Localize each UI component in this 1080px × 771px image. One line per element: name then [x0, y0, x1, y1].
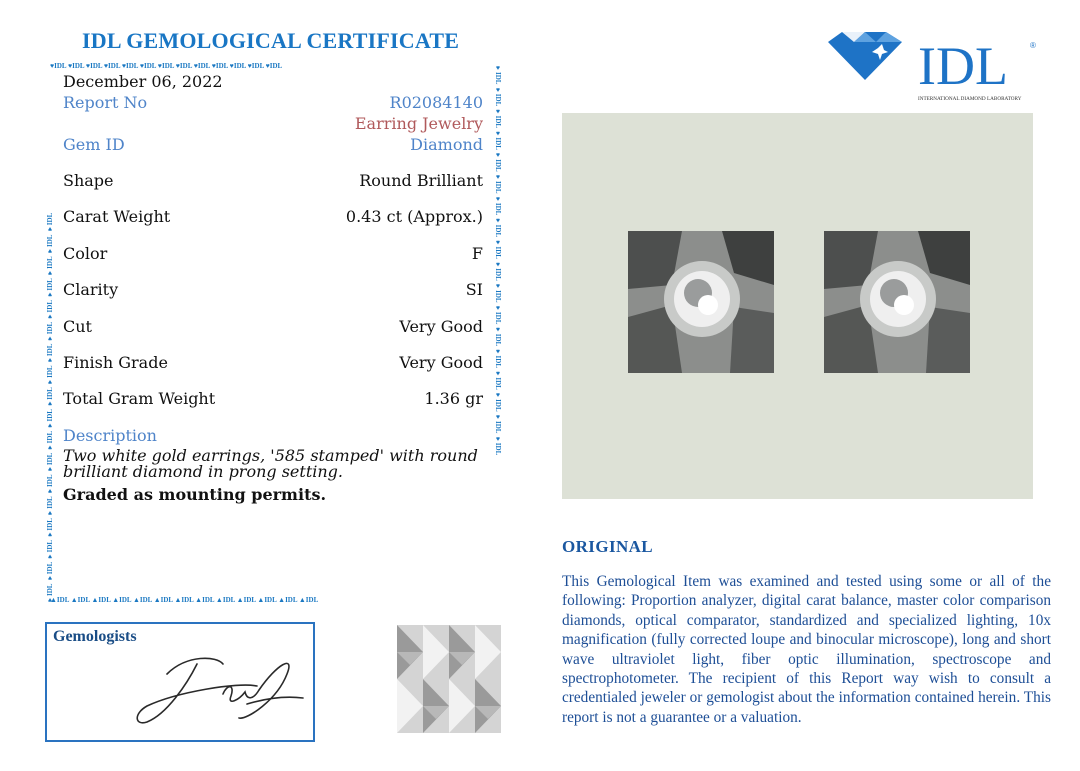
logo-subtitle: INTERNATIONAL DIAMOND LABORATORY [918, 96, 1022, 102]
signature-image [127, 634, 317, 734]
report-number-value: R02084140 [389, 93, 483, 112]
diamond-icon [828, 32, 902, 80]
gemologists-label: Gemologists [53, 628, 137, 645]
idl-logo [826, 30, 1040, 106]
gemologists-box [45, 622, 315, 742]
gem-id-label: Gem ID [63, 135, 125, 154]
carat-weight-label: Carat Weight [63, 207, 171, 226]
description-line-2: brilliant diamond in prong setting. [63, 462, 344, 481]
gem-id-value: Diamond [410, 135, 483, 154]
finish-grade-value: Very Good [399, 353, 483, 372]
border-pattern-right: ♥IDL ♥IDL ♥IDL ♥IDL ♥IDL ♥IDL ♥IDL ♥IDL ♥IDL ♥IDL ♥IDL ♥IDL ♥IDL ♥IDL ♥IDL ♥IDL ♥IDL ♥IDL [494, 64, 502, 456]
original-statement: This Gemological Item was examined and tested using some or all of the following: Proportion analyzer, digital carat balance, master color comparison diamonds, optical comparator, standardized and specialized lighting, 10x magnification (fully corrected loupe and binocular microscope), long and short wave ultraviolet light, fiber optic illumination, spectroscope and spectrophotometer. The recipient of this Report way wish to consult a credentialed jeweler or gemologist about the information contained herein. This report is not a guarantee or a valuation. [562, 573, 1051, 726]
total-gram-weight-value: 1.36 gr [424, 389, 483, 408]
shape-value: Round Brilliant [359, 171, 483, 190]
color-label: Color [63, 244, 108, 263]
finish-grade-label: Finish Grade [63, 353, 168, 372]
earring-right [824, 231, 970, 373]
description-label: Description [63, 426, 157, 445]
border-pattern-bottom: ▲IDL ▲IDL ▲IDL ▲IDL ▲IDL ▲IDL ▲IDL ▲IDL ▲IDL ▲IDL ▲IDL ▲IDL ▲IDL [50, 596, 319, 604]
logo-text: IDL [918, 36, 1008, 96]
logo-registered: ® [1030, 41, 1036, 50]
description-text [63, 448, 483, 480]
description-line-1: Two white gold earrings, '585 stamped' with round [63, 446, 478, 465]
border-pattern-top: ♥IDL ♥IDL ♥IDL ♥IDL ♥IDL ♥IDL ♥IDL ♥IDL ♥IDL ♥IDL ♥IDL ♥IDL ♥IDL [50, 62, 283, 70]
certificate-date: December 06, 2022 [63, 72, 223, 91]
cut-label: Cut [63, 317, 92, 336]
shape-label: Shape [63, 171, 114, 190]
carat-weight-value: 0.43 ct (Approx.) [345, 207, 483, 226]
total-gram-weight-label: Total Gram Weight [63, 389, 216, 408]
color-value: F [471, 244, 483, 263]
report-number-label: Report No [63, 93, 148, 112]
hologram-seal [397, 625, 501, 733]
earring-left [628, 231, 774, 373]
clarity-value: SI [465, 280, 483, 299]
clarity-label: Clarity [63, 280, 119, 299]
item-type-value: Earring Jewelry [354, 114, 483, 133]
cut-value: Very Good [399, 317, 483, 336]
border-pattern-left: ♥IDL ♥IDL ♥IDL ♥IDL ♥IDL ♥IDL ♥IDL ♥IDL ♥IDL ♥IDL ♥IDL ♥IDL ♥IDL ♥IDL ♥IDL ♥IDL ♥IDL ♥IDL [46, 212, 54, 604]
certificate-title: IDL GEMOLOGICAL CERTIFICATE [82, 28, 460, 53]
product-photo [562, 113, 1033, 499]
graded-note: Graded as mounting permits. [63, 485, 327, 504]
original-title: ORIGINAL [562, 537, 654, 556]
